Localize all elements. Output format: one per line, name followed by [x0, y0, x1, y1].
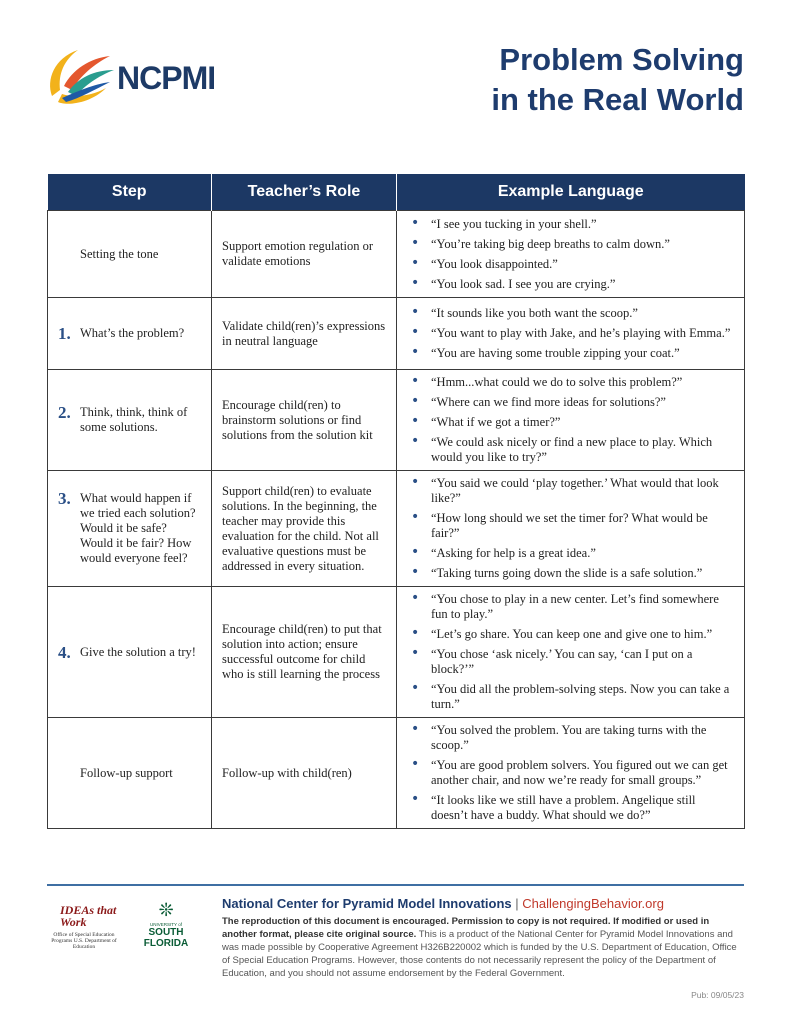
example-item: • “It sounds like you both want the scoop.”: [407, 306, 734, 321]
teacher-role-cell: Support child(ren) to evaluate solutions. In the beginning, the teacher may provide this evaluation for the child. Not all evaluative questions must be addressed in every situation.: [212, 471, 397, 587]
separator: |: [515, 896, 519, 911]
footer-notice: [222, 915, 744, 980]
teacher-role-cell: Encourage child(ren) to put that solution into action; ensure successful outcome for child who is still learning the process: [212, 587, 397, 718]
step-label: Follow-up support: [80, 765, 173, 780]
table-row: [48, 587, 745, 718]
footer-text: [222, 896, 744, 980]
step-number: 4.: [58, 642, 71, 662]
step-cell: [48, 211, 212, 298]
step-label: What would happen if we tried each solution? Would it be safe? Would it be fair? How would everyone feel?: [80, 491, 196, 565]
example-item: • “Let’s go share. You can keep one and give one to him.”: [407, 627, 734, 642]
ideas-that-work-logo: [48, 902, 120, 960]
column-header-step: Step: [48, 174, 212, 211]
example-item: • “Hmm...what could we do to solve this problem?”: [407, 375, 734, 390]
example-item: • “I see you tucking in your shell.”: [407, 217, 734, 232]
ncpmi-logo: [44, 44, 224, 114]
step-label: What’s the problem?: [80, 326, 185, 340]
table-row: [48, 211, 745, 298]
footer-divider: [47, 884, 744, 886]
table-row: [48, 718, 745, 829]
example-item: • “You look disappointed.”: [407, 257, 734, 272]
example-item: • “You solved the problem. You are taking turns with the scoop.”: [407, 723, 734, 753]
column-header-teachers-role: Teacher’s Role: [212, 174, 397, 211]
osep-caption: Office of Special Education Programs U.S. Department of Education: [51, 932, 117, 950]
step-label: Give the solution a try!: [80, 644, 196, 659]
example-item: • “It looks like we still have a problem. Angelique still doesn’t have a buddy. What should we do?”: [407, 793, 734, 823]
notice-bold: The reproduction of this document is encouraged. Permission to copy is not required. If modified or used in another format, please cite original source.: [222, 916, 710, 940]
step-cell: [48, 370, 212, 471]
step-number: 3.: [58, 489, 71, 508]
example-item: • “You want to play with Jake, and he’s playing with Emma.”: [407, 326, 734, 341]
example-item: • “Taking turns going down the slide is a safe solution.”: [407, 566, 734, 581]
step-number: 2.: [58, 403, 71, 422]
example-language-cell: [397, 211, 745, 298]
ncpmi-swoosh-icon: [44, 44, 116, 114]
step-number: 1.: [58, 324, 71, 343]
teacher-role-cell: Follow-up with child(ren): [212, 718, 397, 829]
example-item: • “We could ask nicely or find a new place to play. Which would you like to try?”: [407, 435, 734, 465]
title-line-2: in the Real World: [491, 82, 744, 117]
problem-solving-table: [47, 174, 745, 829]
teacher-role-cell: Encourage child(ren) to brainstorm solutions or find solutions from the solution kit: [212, 370, 397, 471]
publication-date: Pub: 09/05/23: [691, 990, 744, 1000]
example-language-cell: [397, 370, 745, 471]
footer-org-line: [222, 896, 744, 911]
example-item: • “Where can we find more ideas for solutions?”: [407, 395, 734, 410]
example-item: • “You chose to play in a new center. Let’s find somewhere fun to play.”: [407, 592, 734, 622]
step-cell: [48, 718, 212, 829]
usf-bull-icon: ❊: [158, 900, 174, 921]
teacher-role-cell: Support emotion regulation or validate emotions: [212, 211, 397, 298]
column-header-example-language: Example Language: [397, 174, 745, 211]
example-item: • “You look sad. I see you are crying.”: [407, 277, 734, 292]
example-item: • “You are good problem solvers. You figured out we can get another chair, and now we’re ready for small groups.”: [407, 758, 734, 788]
usf-university-label: UNIVERSITY of: [150, 922, 182, 927]
table-row: [48, 298, 745, 370]
example-language-cell: [397, 298, 745, 370]
teacher-role-cell: Validate child(ren)’s expressions in neutral language: [212, 298, 397, 370]
step-label: Setting the tone: [80, 246, 159, 261]
example-language-cell: [397, 471, 745, 587]
example-item: • “You chose ‘ask nicely.’ You can say, ‘can I put on a block?’”: [407, 647, 734, 677]
website-link[interactable]: ChallengingBehavior.org: [522, 896, 664, 911]
example-item: • “You said we could ‘play together.’ What would that look like?”: [407, 476, 734, 506]
table-header-row: [48, 174, 745, 211]
notice-body: This is a product of the National Center for Pyramid Model Innovations and was made possible by Cooperative Agreement H326B220002 which is funded by the U.S. Department of Education, Office of Special Education Programs. However, those contents do not necessarily represent the policy of the Department of Education, and you should not assume endorsement by the Federal Government.: [222, 929, 737, 979]
ideas-that-work-wordmark: IDEAs that Work: [60, 903, 117, 929]
ncpmi-wordmark: NCPMI: [117, 60, 216, 96]
step-label: Think, think, think of some solutions.: [80, 405, 188, 434]
example-item: • “You are having some trouble zipping your coat.”: [407, 346, 734, 361]
usf-name: SOUTH FLORIDA: [143, 927, 189, 949]
usf-logo: [140, 900, 192, 958]
example-language-cell: [397, 587, 745, 718]
example-language-cell: [397, 718, 745, 829]
example-item: • “What if we got a timer?”: [407, 415, 734, 430]
step-cell: [48, 298, 212, 370]
table-row: [48, 370, 745, 471]
title-line-1: Problem Solving: [499, 42, 744, 77]
example-item: • “How long should we set the timer for? What would be fair?”: [407, 511, 734, 541]
example-item: • “Asking for help is a great idea.”: [407, 546, 734, 561]
example-item: • “You did all the problem-solving steps. Now you can take a turn.”: [407, 682, 734, 712]
page-title: [491, 40, 744, 120]
table-row: [48, 471, 745, 587]
example-item: • “You’re taking big deep breaths to calm down.”: [407, 237, 734, 252]
org-name: National Center for Pyramid Model Innovations: [222, 896, 512, 911]
step-cell: [48, 471, 212, 587]
step-cell: [48, 587, 212, 718]
